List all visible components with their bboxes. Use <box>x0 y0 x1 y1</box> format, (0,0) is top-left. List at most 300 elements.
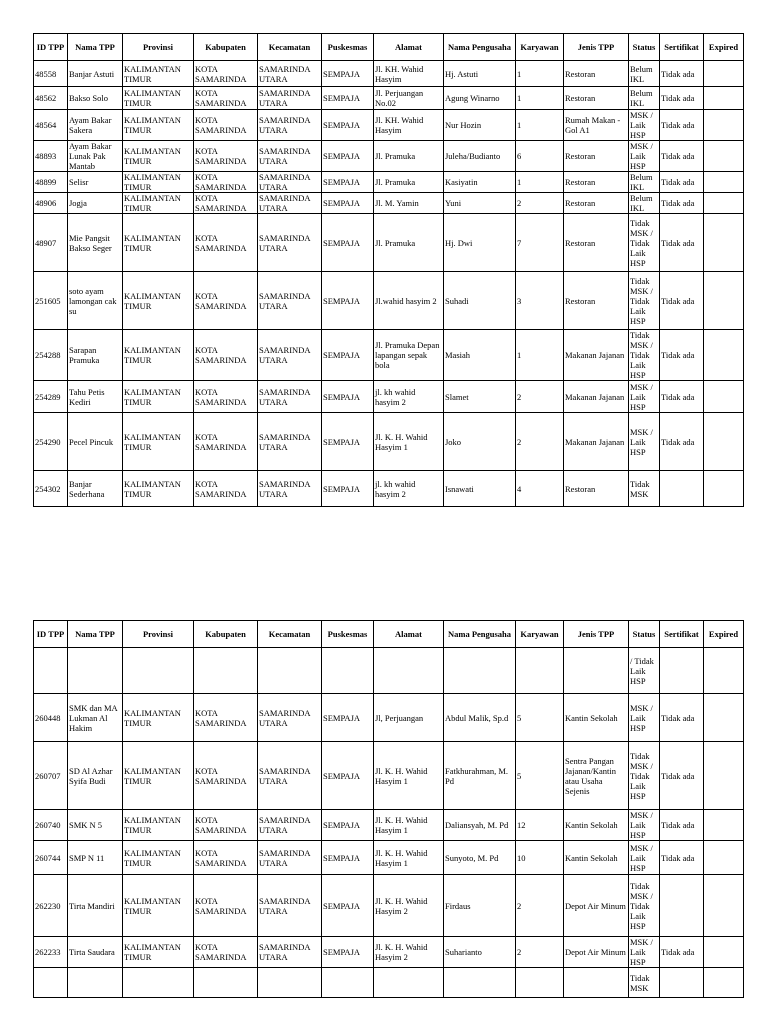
cell-sertifikat <box>660 648 704 694</box>
cell-id: 48906 <box>34 193 68 214</box>
cell-kecamatan: SAMARINDA UTARA <box>258 330 322 381</box>
cell-expired <box>704 937 744 968</box>
cell-provinsi: KALIMANTAN TIMUR <box>123 413 194 471</box>
cell-puskesmas: SEMPAJA <box>322 172 374 193</box>
cell-alamat: Jl.wahid hasyim 2 <box>374 272 444 330</box>
cell-status: Belum IKL <box>629 61 660 87</box>
cell-alamat: Jl. K. H. Wahid Hasyim 1 <box>374 413 444 471</box>
cell-status: Tidak MSK / Tidak Laik HSP <box>629 875 660 937</box>
cell-kabupaten: KOTA SAMARINDA <box>194 141 258 172</box>
cell-status: Tidak MSK <box>629 968 660 998</box>
column-header: Jenis TPP <box>564 34 629 61</box>
column-header: Kabupaten <box>194 34 258 61</box>
cell-puskesmas <box>322 648 374 694</box>
cell-karyawan: 2 <box>516 193 564 214</box>
cell-alamat: Jl. Pramuka <box>374 214 444 272</box>
table-body <box>34 61 744 507</box>
cell-id: 48907 <box>34 214 68 272</box>
cell-alamat: Jl. K. H. Wahid Hasyim 2 <box>374 875 444 937</box>
cell-kabupaten: KOTA SAMARINDA <box>194 110 258 141</box>
cell-kabupaten: KOTA SAMARINDA <box>194 841 258 875</box>
cell-expired <box>704 471 744 507</box>
cell-sertifikat: Tidak ada <box>660 141 704 172</box>
cell-provinsi: KALIMANTAN TIMUR <box>123 141 194 172</box>
cell-expired <box>704 141 744 172</box>
cell-provinsi: KALIMANTAN TIMUR <box>123 61 194 87</box>
cell-pengusaha: Firdaus <box>444 875 516 937</box>
cell-status: Tidak MSK / Tidak Laik HSP <box>629 214 660 272</box>
cell-puskesmas: SEMPAJA <box>322 810 374 841</box>
table-row <box>34 172 744 193</box>
cell-pengusaha: Hj. Dwi <box>444 214 516 272</box>
cell-karyawan: 5 <box>516 694 564 742</box>
cell-expired <box>704 694 744 742</box>
cell-kecamatan: SAMARINDA UTARA <box>258 214 322 272</box>
cell-kecamatan: SAMARINDA UTARA <box>258 381 322 413</box>
cell-expired <box>704 87 744 110</box>
table-row <box>34 87 744 110</box>
cell-nama: Bakso Solo <box>68 87 123 110</box>
cell-status: MSK / Laik HSP <box>629 937 660 968</box>
column-header: Puskesmas <box>322 621 374 648</box>
table-row <box>34 694 744 742</box>
cell-jenis: Restoran <box>564 172 629 193</box>
cell-karyawan: 2 <box>516 937 564 968</box>
cell-id: 254290 <box>34 413 68 471</box>
cell-kabupaten: KOTA SAMARINDA <box>194 61 258 87</box>
cell-jenis: Restoran <box>564 193 629 214</box>
cell-sertifikat: Tidak ada <box>660 272 704 330</box>
cell-id: 48564 <box>34 110 68 141</box>
cell-alamat: Jl. Pramuka <box>374 141 444 172</box>
table-row <box>34 141 744 172</box>
cell-pengusaha: Agung Winarno <box>444 87 516 110</box>
cell-puskesmas: SEMPAJA <box>322 87 374 110</box>
cell-pengusaha: Nur Hozin <box>444 110 516 141</box>
cell-jenis: Restoran <box>564 471 629 507</box>
cell-kabupaten: KOTA SAMARINDA <box>194 742 258 810</box>
column-header: Nama Pengusaha <box>444 34 516 61</box>
cell-kabupaten: KOTA SAMARINDA <box>194 214 258 272</box>
cell-puskesmas: SEMPAJA <box>322 381 374 413</box>
cell-id: 48562 <box>34 87 68 110</box>
cell-karyawan: 12 <box>516 810 564 841</box>
cell-id: 48558 <box>34 61 68 87</box>
cell-jenis: Kantin Sekolah <box>564 841 629 875</box>
cell-puskesmas: SEMPAJA <box>322 742 374 810</box>
column-header: Karyawan <box>516 621 564 648</box>
cell-id: 254288 <box>34 330 68 381</box>
table-row <box>34 742 744 810</box>
table-row <box>34 110 744 141</box>
cell-alamat: Jl. KH. Wahid Hasyim <box>374 110 444 141</box>
cell-expired <box>704 875 744 937</box>
cell-puskesmas: SEMPAJA <box>322 471 374 507</box>
cell-nama: Tirta Mandiri <box>68 875 123 937</box>
cell-jenis: Rumah Makan - Gol A1 <box>564 110 629 141</box>
data-table-page-2 <box>33 620 744 998</box>
cell-karyawan: 1 <box>516 61 564 87</box>
cell-pengusaha: Sunyoto, M. Pd <box>444 841 516 875</box>
column-header: Alamat <box>374 621 444 648</box>
cell-pengusaha: Daliansyah, M. Pd <box>444 810 516 841</box>
cell-kabupaten: KOTA SAMARINDA <box>194 937 258 968</box>
column-header: Kecamatan <box>258 621 322 648</box>
cell-nama: SD Al Azhar Syifa Budi <box>68 742 123 810</box>
cell-status: MSK / Laik HSP <box>629 413 660 471</box>
cell-expired <box>704 810 744 841</box>
table-row <box>34 841 744 875</box>
cell-status: Belum IKL <box>629 172 660 193</box>
cell-provinsi: KALIMANTAN TIMUR <box>123 272 194 330</box>
cell-id: 260740 <box>34 810 68 841</box>
cell-alamat: jl. kh wahid hasyim 2 <box>374 471 444 507</box>
cell-puskesmas: SEMPAJA <box>322 875 374 937</box>
cell-puskesmas <box>322 968 374 998</box>
column-header: Kecamatan <box>258 34 322 61</box>
cell-pengusaha: Fatkhurahman, M. Pd <box>444 742 516 810</box>
cell-nama: SMK dan MA Lukman Al Hakim <box>68 694 123 742</box>
cell-status: MSK / Laik HSP <box>629 694 660 742</box>
cell-pengusaha: Suhadi <box>444 272 516 330</box>
cell-jenis: Restoran <box>564 87 629 110</box>
cell-id: 260448 <box>34 694 68 742</box>
cell-kabupaten: KOTA SAMARINDA <box>194 272 258 330</box>
cell-alamat: Jl. Perjuangan No.02 <box>374 87 444 110</box>
cell-pengusaha: Isnawati <box>444 471 516 507</box>
cell-karyawan: 10 <box>516 841 564 875</box>
column-header: Nama Pengusaha <box>444 621 516 648</box>
cell-kecamatan: SAMARINDA UTARA <box>258 193 322 214</box>
cell-jenis: Kantin Sekolah <box>564 810 629 841</box>
cell-alamat: Jl. K. H. Wahid Hasyim 2 <box>374 937 444 968</box>
column-header: Karyawan <box>516 34 564 61</box>
cell-id <box>34 968 68 998</box>
table-row <box>34 810 744 841</box>
cell-jenis <box>564 648 629 694</box>
cell-nama: soto ayam lamongan cak su <box>68 272 123 330</box>
cell-pengusaha: Juleha/Budianto <box>444 141 516 172</box>
cell-jenis: Depot Air Minum <box>564 875 629 937</box>
cell-puskesmas: SEMPAJA <box>322 193 374 214</box>
cell-sertifikat: Tidak ada <box>660 841 704 875</box>
cell-sertifikat: Tidak ada <box>660 330 704 381</box>
cell-expired <box>704 272 744 330</box>
cell-jenis: Makanan Jajanan <box>564 381 629 413</box>
cell-puskesmas: SEMPAJA <box>322 413 374 471</box>
cell-provinsi: KALIMANTAN TIMUR <box>123 810 194 841</box>
column-header: Sertifikat <box>660 621 704 648</box>
column-header: Sertifikat <box>660 34 704 61</box>
cell-sertifikat: Tidak ada <box>660 810 704 841</box>
cell-expired <box>704 742 744 810</box>
cell-puskesmas: SEMPAJA <box>322 141 374 172</box>
table-row <box>34 937 744 968</box>
cell-kabupaten: KOTA SAMARINDA <box>194 172 258 193</box>
cell-id: 48899 <box>34 172 68 193</box>
cell-karyawan: 2 <box>516 413 564 471</box>
cell-kabupaten: KOTA SAMARINDA <box>194 471 258 507</box>
cell-provinsi: KALIMANTAN TIMUR <box>123 381 194 413</box>
cell-jenis: Kantin Sekolah <box>564 694 629 742</box>
cell-id: 48893 <box>34 141 68 172</box>
cell-kabupaten: KOTA SAMARINDA <box>194 87 258 110</box>
cell-kabupaten: KOTA SAMARINDA <box>194 330 258 381</box>
cell-kecamatan: SAMARINDA UTARA <box>258 841 322 875</box>
cell-provinsi: KALIMANTAN TIMUR <box>123 742 194 810</box>
cell-alamat: Jl, Perjuangan <box>374 694 444 742</box>
cell-status: MSK / Laik HSP <box>629 110 660 141</box>
cell-kecamatan: SAMARINDA UTARA <box>258 471 322 507</box>
cell-expired <box>704 381 744 413</box>
cell-expired <box>704 193 744 214</box>
cell-provinsi: KALIMANTAN TIMUR <box>123 87 194 110</box>
cell-status: MSK / Laik HSP <box>629 381 660 413</box>
cell-karyawan: 1 <box>516 172 564 193</box>
cell-expired <box>704 61 744 87</box>
cell-id: 262233 <box>34 937 68 968</box>
table-row <box>34 330 744 381</box>
table-row <box>34 193 744 214</box>
cell-pengusaha <box>444 968 516 998</box>
cell-provinsi: KALIMANTAN TIMUR <box>123 214 194 272</box>
cell-kabupaten <box>194 968 258 998</box>
cell-provinsi: KALIMANTAN TIMUR <box>123 875 194 937</box>
cell-puskesmas: SEMPAJA <box>322 694 374 742</box>
cell-nama: Ayam Bakar Sakera <box>68 110 123 141</box>
cell-provinsi: KALIMANTAN TIMUR <box>123 110 194 141</box>
cell-karyawan: 1 <box>516 330 564 381</box>
cell-kabupaten: KOTA SAMARINDA <box>194 381 258 413</box>
cell-nama: Pecel Pincuk <box>68 413 123 471</box>
cell-status: MSK / Laik HSP <box>629 841 660 875</box>
cell-id: 260744 <box>34 841 68 875</box>
cell-id: 262230 <box>34 875 68 937</box>
cell-jenis: Restoran <box>564 214 629 272</box>
column-header: Kabupaten <box>194 621 258 648</box>
cell-kabupaten: KOTA SAMARINDA <box>194 875 258 937</box>
cell-karyawan: 5 <box>516 742 564 810</box>
cell-kecamatan: SAMARINDA UTARA <box>258 61 322 87</box>
cell-id: 251605 <box>34 272 68 330</box>
column-header: Jenis TPP <box>564 621 629 648</box>
cell-kecamatan <box>258 648 322 694</box>
cell-karyawan: 6 <box>516 141 564 172</box>
cell-puskesmas: SEMPAJA <box>322 937 374 968</box>
cell-pengusaha: Joko <box>444 413 516 471</box>
cell-expired <box>704 214 744 272</box>
cell-expired <box>704 413 744 471</box>
cell-pengusaha: Masiah <box>444 330 516 381</box>
cell-puskesmas: SEMPAJA <box>322 61 374 87</box>
cell-expired <box>704 841 744 875</box>
table-body <box>34 648 744 998</box>
cell-sertifikat <box>660 968 704 998</box>
cell-pengusaha: Slamet <box>444 381 516 413</box>
cell-nama: SMK N 5 <box>68 810 123 841</box>
cell-alamat: Jl. Pramuka Depan lapangan sepak bola <box>374 330 444 381</box>
cell-jenis: Restoran <box>564 141 629 172</box>
cell-provinsi: KALIMANTAN TIMUR <box>123 330 194 381</box>
cell-jenis: Depot Air Minum <box>564 937 629 968</box>
cell-karyawan: 1 <box>516 87 564 110</box>
cell-kecamatan: SAMARINDA UTARA <box>258 937 322 968</box>
cell-kecamatan: SAMARINDA UTARA <box>258 742 322 810</box>
cell-status: Tidak MSK <box>629 471 660 507</box>
cell-sertifikat: Tidak ada <box>660 110 704 141</box>
cell-pengusaha: Yuni <box>444 193 516 214</box>
cell-jenis: Restoran <box>564 272 629 330</box>
column-header: ID TPP <box>34 34 68 61</box>
cell-status: Tidak MSK / Tidak Laik HSP <box>629 742 660 810</box>
cell-puskesmas: SEMPAJA <box>322 272 374 330</box>
cell-nama: Jogja <box>68 193 123 214</box>
header-row <box>34 621 744 648</box>
cell-pengusaha: Abdul Malik, Sp.d <box>444 694 516 742</box>
cell-expired <box>704 330 744 381</box>
cell-nama: Sarapan Pramuka <box>68 330 123 381</box>
column-header: Expired <box>704 34 744 61</box>
cell-expired <box>704 968 744 998</box>
cell-alamat: jl. kh wahid hasyim 2 <box>374 381 444 413</box>
cell-pengusaha: Kasiyatin <box>444 172 516 193</box>
cell-provinsi: KALIMANTAN TIMUR <box>123 937 194 968</box>
table-row <box>34 648 744 694</box>
cell-status: / Tidak Laik HSP <box>629 648 660 694</box>
cell-sertifikat: Tidak ada <box>660 413 704 471</box>
table-row <box>34 61 744 87</box>
cell-id: 254289 <box>34 381 68 413</box>
cell-puskesmas: SEMPAJA <box>322 214 374 272</box>
column-header: Provinsi <box>123 34 194 61</box>
cell-jenis <box>564 968 629 998</box>
column-header: Status <box>629 34 660 61</box>
cell-alamat <box>374 968 444 998</box>
cell-nama: Mie Pangsit Bakso Seger <box>68 214 123 272</box>
cell-nama: Tirta Saudara <box>68 937 123 968</box>
cell-karyawan: 1 <box>516 110 564 141</box>
cell-nama: Ayam Bakar Lunak Pak Mantab <box>68 141 123 172</box>
cell-id: 260707 <box>34 742 68 810</box>
cell-status: Tidak MSK / Tidak Laik HSP <box>629 272 660 330</box>
cell-kecamatan: SAMARINDA UTARA <box>258 810 322 841</box>
cell-sertifikat: Tidak ada <box>660 172 704 193</box>
cell-kecamatan: SAMARINDA UTARA <box>258 87 322 110</box>
column-header: Provinsi <box>123 621 194 648</box>
column-header: Nama TPP <box>68 34 123 61</box>
cell-nama: Selisr <box>68 172 123 193</box>
cell-alamat: Jl. KH. Wahid Hasyim <box>374 61 444 87</box>
cell-puskesmas: SEMPAJA <box>322 841 374 875</box>
cell-provinsi: KALIMANTAN TIMUR <box>123 841 194 875</box>
cell-provinsi: KALIMANTAN TIMUR <box>123 694 194 742</box>
cell-sertifikat: Tidak ada <box>660 87 704 110</box>
cell-kabupaten <box>194 648 258 694</box>
column-header: Status <box>629 621 660 648</box>
cell-provinsi: KALIMANTAN TIMUR <box>123 471 194 507</box>
cell-provinsi: KALIMANTAN TIMUR <box>123 193 194 214</box>
cell-nama: SMP N 11 <box>68 841 123 875</box>
cell-kecamatan <box>258 968 322 998</box>
cell-expired <box>704 648 744 694</box>
cell-provinsi <box>123 968 194 998</box>
cell-alamat: Jl. K. H. Wahid Hasyim 1 <box>374 742 444 810</box>
cell-puskesmas: SEMPAJA <box>322 330 374 381</box>
cell-kecamatan: SAMARINDA UTARA <box>258 141 322 172</box>
cell-kecamatan: SAMARINDA UTARA <box>258 272 322 330</box>
cell-pengusaha: Hj. Astuti <box>444 61 516 87</box>
cell-status: MSK / Laik HSP <box>629 810 660 841</box>
cell-alamat: Jl. M. Yamin <box>374 193 444 214</box>
cell-kecamatan: SAMARINDA UTARA <box>258 875 322 937</box>
cell-alamat <box>374 648 444 694</box>
cell-nama <box>68 648 123 694</box>
header-row <box>34 34 744 61</box>
page-break <box>0 566 768 618</box>
cell-kabupaten: KOTA SAMARINDA <box>194 413 258 471</box>
cell-id <box>34 648 68 694</box>
column-header: ID TPP <box>34 621 68 648</box>
cell-sertifikat: Tidak ada <box>660 214 704 272</box>
cell-pengusaha <box>444 648 516 694</box>
cell-pengusaha: Suharianto <box>444 937 516 968</box>
cell-jenis: Makanan Jajanan <box>564 330 629 381</box>
cell-alamat: Jl. K. H. Wahid Hasyim 1 <box>374 841 444 875</box>
column-header: Expired <box>704 621 744 648</box>
cell-kabupaten: KOTA SAMARINDA <box>194 810 258 841</box>
cell-status: MSK / Laik HSP <box>629 141 660 172</box>
cell-status: Belum IKL <box>629 193 660 214</box>
cell-nama: Banjar Astuti <box>68 61 123 87</box>
cell-status: Tidak MSK / Tidak Laik HSP <box>629 330 660 381</box>
cell-kecamatan: SAMARINDA UTARA <box>258 413 322 471</box>
cell-kecamatan: SAMARINDA UTARA <box>258 110 322 141</box>
cell-sertifikat: Tidak ada <box>660 61 704 87</box>
cell-expired <box>704 172 744 193</box>
cell-karyawan <box>516 968 564 998</box>
cell-kecamatan: SAMARINDA UTARA <box>258 172 322 193</box>
cell-provinsi: KALIMANTAN TIMUR <box>123 172 194 193</box>
cell-sertifikat: Tidak ada <box>660 742 704 810</box>
cell-karyawan: 2 <box>516 875 564 937</box>
table-row <box>34 968 744 998</box>
cell-nama <box>68 968 123 998</box>
column-header: Puskesmas <box>322 34 374 61</box>
cell-kabupaten: KOTA SAMARINDA <box>194 193 258 214</box>
cell-status: Belum IKL <box>629 87 660 110</box>
cell-sertifikat <box>660 471 704 507</box>
table-row <box>34 875 744 937</box>
cell-kecamatan: SAMARINDA UTARA <box>258 694 322 742</box>
cell-karyawan: 4 <box>516 471 564 507</box>
cell-sertifikat: Tidak ada <box>660 381 704 413</box>
column-header: Nama TPP <box>68 621 123 648</box>
cell-jenis: Restoran <box>564 61 629 87</box>
table-row <box>34 214 744 272</box>
cell-jenis: Sentra Pangan Jajanan/Kantin atau Usaha Sejenis <box>564 742 629 810</box>
cell-sertifikat: Tidak ada <box>660 193 704 214</box>
cell-karyawan: 7 <box>516 214 564 272</box>
cell-sertifikat: Tidak ada <box>660 937 704 968</box>
cell-provinsi <box>123 648 194 694</box>
column-header: Alamat <box>374 34 444 61</box>
table-row <box>34 272 744 330</box>
cell-sertifikat: Tidak ada <box>660 694 704 742</box>
cell-karyawan: 2 <box>516 381 564 413</box>
cell-karyawan <box>516 648 564 694</box>
cell-alamat: Jl. K. H. Wahid Hasyim 1 <box>374 810 444 841</box>
cell-puskesmas: SEMPAJA <box>322 110 374 141</box>
